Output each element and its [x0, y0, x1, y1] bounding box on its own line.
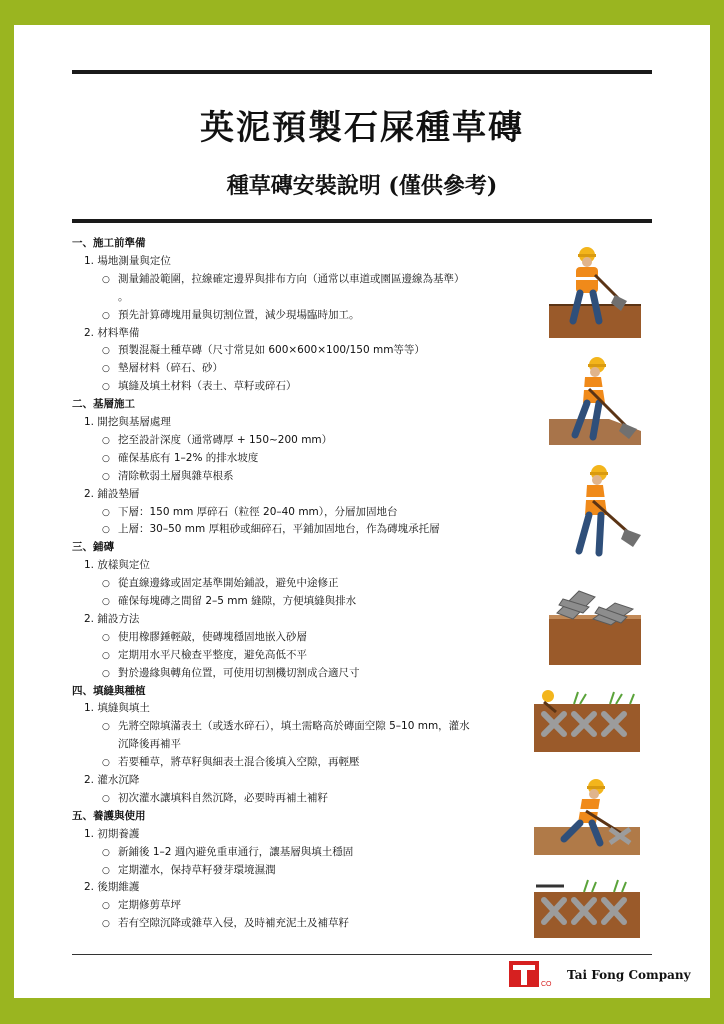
list-item	[102, 630, 307, 645]
list-item	[102, 379, 297, 394]
line-text: 一、施工前準備	[72, 237, 146, 249]
document-page	[14, 25, 710, 998]
subsection-heading	[84, 326, 139, 340]
bullet-icon: ○	[102, 435, 110, 446]
line-text: 確保基底有 1–2% 的排水坡度	[118, 451, 259, 464]
line-text: 2. 後期維護	[84, 881, 140, 894]
list-item	[102, 666, 360, 681]
line-text: 四、填縫與種植	[72, 684, 146, 697]
worker-shoveling-icon	[549, 353, 641, 445]
bullet-icon: ○	[102, 579, 110, 590]
filling-soil-icon	[534, 690, 640, 752]
subsection-heading	[84, 254, 171, 268]
line-text: 2. 材料準備	[84, 326, 140, 339]
bullet-icon: ○	[102, 793, 110, 804]
bullet-icon: ○	[102, 668, 110, 679]
line-text: 若要種草，將草籽與細表土混合後填入空隙，再輕壓	[118, 756, 360, 769]
line-text: 沉降後再補平	[118, 738, 181, 751]
line-text: 填縫及填土材料（表土、草籽或碎石）	[118, 380, 297, 393]
line-text: 測量鋪設範圍，拉線確定邊界與排布方向（通常以車道或園區邊線為基準）	[118, 272, 465, 285]
line-text: 二、基層施工	[72, 398, 135, 411]
list-item	[102, 361, 223, 376]
line-text: 1. 開挖與基層處理	[84, 416, 171, 428]
line-text: 若有空隙沉降或雜草入侵，及時補充泥土及補草籽	[118, 917, 349, 930]
svg-text:CO: CO	[541, 981, 552, 988]
bullet-icon: ○	[102, 650, 110, 661]
line-text: 2. 鋪設方法	[84, 612, 140, 625]
section-heading	[72, 809, 146, 823]
line-text: 使用橡膠錘輕敲，使磚塊穩固地嵌入砂層	[118, 630, 307, 643]
line-text: 先將空隙填滿表土（或透水碎石），填土需略高於磚面空隙 5–10 mm，灌水	[118, 720, 470, 733]
list-item	[102, 863, 276, 878]
line-text: 上層：30–50 mm 厚粗砂或細碎石，平鋪加固地台，作為磚塊承托層	[118, 523, 440, 536]
subsection-heading	[84, 612, 139, 626]
line-text: 1. 初期養護	[84, 827, 140, 840]
line-text: 清除軟弱土層與雜草根系	[118, 469, 234, 482]
paver-blocks-icon	[549, 577, 641, 665]
bullet-icon: ○	[102, 453, 110, 464]
header-rule	[72, 219, 652, 223]
page-title: 英泥預製石屎種草磚	[200, 108, 524, 148]
section-heading	[72, 236, 146, 250]
line-text: 下層：150 mm 厚碎石（粒徑 20–40 mm），分層加固地台	[118, 505, 398, 518]
section-heading	[72, 684, 146, 698]
list-item	[102, 451, 258, 466]
list-item	[102, 576, 339, 591]
line-text: 挖至設計深度（通常磚厚 + 150~200 mm）	[118, 433, 333, 446]
bullet-icon: ○	[102, 471, 110, 482]
bullet-icon: ○	[102, 382, 110, 393]
bullet-icon: ○	[102, 346, 110, 357]
worker-digging-icon	[549, 461, 641, 561]
line-text: 定期灌水，保持草籽發芽環境濕潤	[118, 863, 276, 876]
line-text: 五、養護與使用	[72, 809, 146, 822]
line-text: 對於邊緣與轉角位置，可使用切割機切割成合適尺寸	[118, 666, 360, 679]
line-text: 定期修剪草坪	[118, 899, 181, 912]
bullet-icon: ○	[102, 632, 110, 643]
bullet-icon: ○	[102, 758, 110, 769]
bullet-icon: ○	[102, 597, 110, 607]
list-item	[102, 343, 425, 358]
line-text: 1. 場地測量與定位	[84, 254, 171, 267]
subsection-heading	[84, 487, 139, 501]
bullet-icon: ○	[102, 722, 110, 733]
line-text: 2. 灌水沉降	[84, 774, 140, 786]
section-heading	[72, 397, 135, 411]
list-item	[102, 755, 360, 770]
line-text: 定期用水平尺檢查平整度，避免高低不平	[118, 648, 307, 661]
list-item	[102, 719, 470, 734]
list-item	[118, 737, 181, 751]
company-name: Tai Fong Company	[567, 968, 691, 982]
bullet-icon: ○	[102, 901, 110, 912]
subsection-heading	[84, 415, 171, 429]
top-rule	[72, 70, 652, 74]
line-text: 1. 放樣與定位	[84, 559, 150, 572]
line-text: 確保每塊磚之間留 2–5 mm 縫隙，方便填縫與排水	[118, 595, 357, 607]
list-item	[102, 898, 181, 913]
worker-measuring-icon	[549, 243, 641, 338]
line-text: 預製混凝土種草磚（尺寸常見如 600×600×100/150 mm等等）	[118, 344, 425, 357]
line-text: 墊層材料（碎石、砂）	[118, 362, 223, 375]
list-item	[102, 845, 353, 860]
list-item	[102, 505, 398, 520]
bullet-icon: ○	[102, 525, 110, 536]
worker-laying-paver-icon	[534, 777, 640, 855]
footer-rule	[72, 954, 652, 955]
line-text: 從直線邊緣或固定基準開始鋪設，避免中途修正	[118, 577, 339, 590]
list-item	[102, 594, 356, 609]
list-item	[118, 290, 129, 304]
subsection-heading	[84, 701, 150, 715]
line-text: 2. 鋪設墊層	[84, 487, 140, 500]
page-subtitle: 種草磚安裝說明 (僅供參考)	[226, 173, 498, 199]
finished-grass-paver-icon	[534, 878, 640, 938]
list-item	[102, 916, 349, 931]
line-text: 新鋪後 1–2 週內避免重車通行，讓基層與填土穩固	[118, 845, 354, 858]
bullet-icon: ○	[102, 847, 110, 858]
subsection-heading	[84, 827, 139, 841]
bullet-icon: ○	[102, 919, 110, 930]
line-text: 1. 填縫與填土	[84, 702, 150, 715]
line-text: 。	[118, 290, 129, 303]
bullet-icon: ○	[102, 274, 110, 285]
subsection-heading	[84, 773, 139, 787]
list-item	[102, 272, 465, 287]
list-item	[102, 648, 307, 663]
line-text: 預先計算磚塊用量與切割位置，減少現場臨時加工。	[118, 308, 360, 321]
bullet-icon: ○	[102, 364, 110, 375]
bullet-icon: ○	[102, 865, 110, 876]
section-heading	[72, 540, 114, 554]
bullet-icon: ○	[102, 310, 110, 321]
company-logo	[509, 959, 555, 989]
list-item	[102, 433, 332, 448]
bullet-icon: ○	[102, 507, 110, 518]
subsection-heading	[84, 880, 139, 894]
line-text: 三、鋪磚	[72, 541, 114, 554]
list-item	[102, 308, 360, 323]
line-text: 初次灌水讓填料自然沉降，必要時再補土補籽	[118, 791, 328, 804]
list-item	[102, 469, 234, 484]
subsection-heading	[84, 558, 150, 572]
list-item	[102, 791, 328, 806]
list-item	[102, 522, 440, 537]
